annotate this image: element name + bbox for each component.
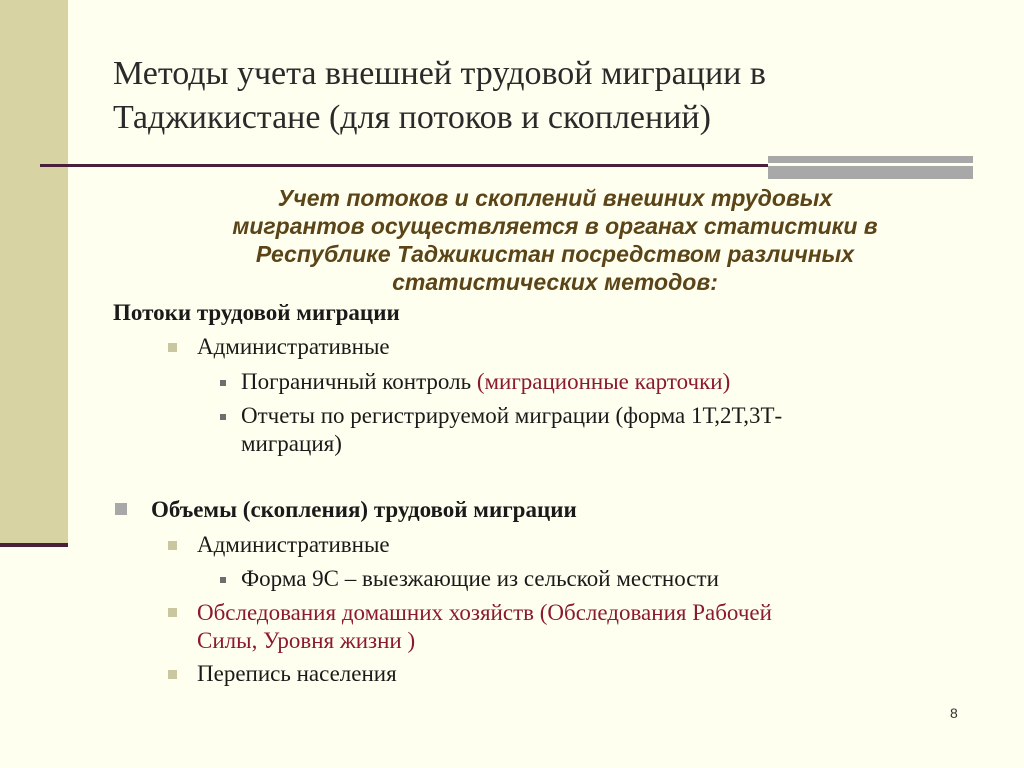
title-decor-bar-bottom [768, 166, 973, 179]
intro-line-1: Учет потоков и скоплений внешних трудовых [277, 185, 833, 211]
stocks-survey-line-2: Силы, Уровня жизни ) [197, 628, 416, 653]
stocks-census-item: Перепись населения [197, 661, 397, 686]
page-number: 8 [950, 705, 958, 721]
stocks-admin-item: Административные [197, 532, 390, 557]
square-bullet-icon [168, 670, 177, 679]
gray-square-bullet-icon [115, 503, 127, 515]
title-line-2: Таджикистане (для потоков и скоплений) [113, 99, 711, 136]
slide-title [113, 52, 953, 140]
left-band-rule [0, 543, 68, 547]
stocks-form9c-item: Форма 9С – выезжающие из сельской местности [241, 566, 719, 591]
square-bullet-icon [168, 343, 177, 352]
stocks-survey-line-1: Обследования домашних хозяйств (Обследования Рабочей [197, 600, 772, 625]
intro-line-4: статистических методов: [392, 269, 718, 295]
flows-reports-line-2: миграция) [241, 431, 342, 456]
flows-heading: Потоки трудовой миграции [113, 300, 400, 325]
migration-cards-text: (миграционные карточки) [476, 369, 731, 394]
left-accent-band [0, 0, 68, 545]
small-square-bullet-icon [220, 577, 226, 583]
small-square-bullet-icon [220, 380, 226, 386]
border-control-text: Пограничный контроль [241, 369, 477, 394]
stocks-heading: Объемы (скопления) трудовой миграции [151, 497, 577, 522]
square-bullet-icon [168, 608, 177, 617]
intro-line-2: мигрантов осуществляется в органах статистики в [232, 213, 878, 239]
intro-paragraph [130, 184, 980, 296]
intro-line-3: Республике Таджикистан посредством различных [255, 241, 855, 267]
small-square-bullet-icon [220, 414, 226, 420]
flows-admin-item: Административные [197, 334, 390, 359]
title-decor-bar-top [768, 156, 973, 163]
title-underline [40, 164, 768, 167]
flows-border-item [241, 368, 730, 396]
title-line-1: Методы учета внешней трудовой миграции в [113, 55, 766, 92]
square-bullet-icon [168, 541, 177, 550]
flows-reports-line-1: Отчеты по регистрируемой миграции (форма 1Т,2Т,3Т- [241, 403, 783, 428]
